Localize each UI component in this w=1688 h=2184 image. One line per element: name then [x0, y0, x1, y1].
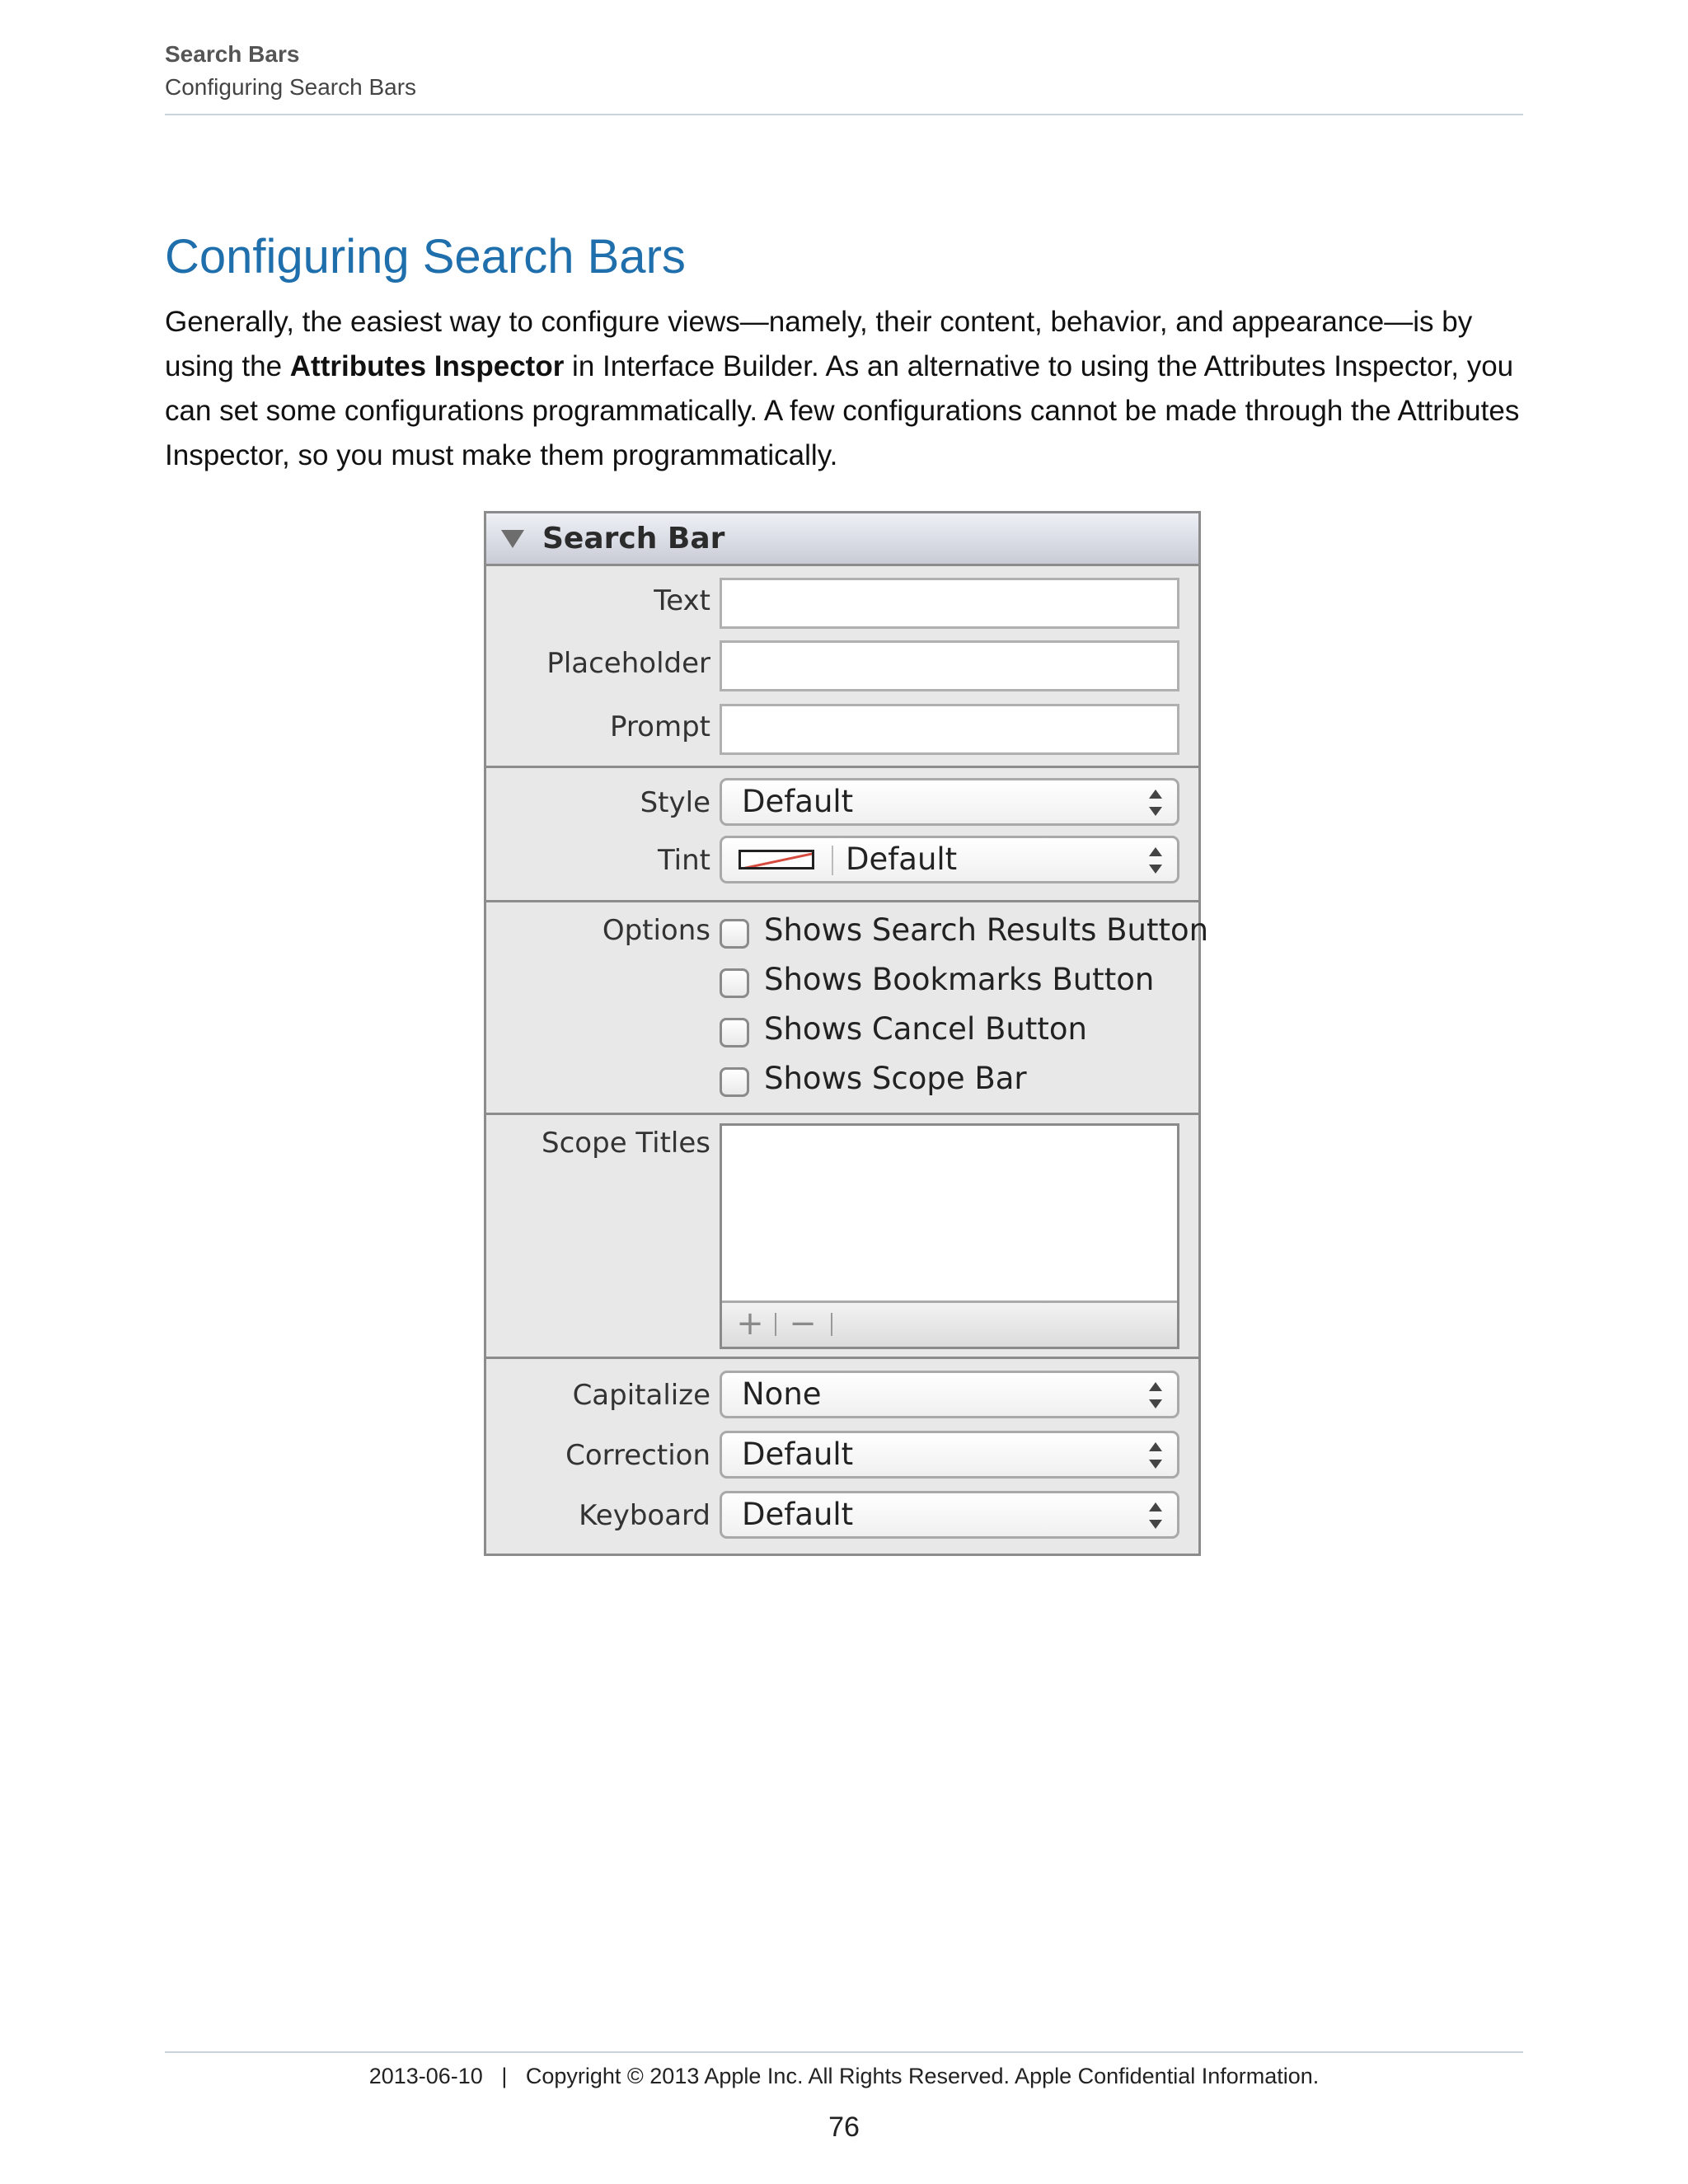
shows-cancel-label[interactable]: Shows Cancel Button — [764, 1011, 1087, 1047]
toolbar-separator — [831, 1313, 832, 1336]
tint-label: Tint — [657, 844, 710, 877]
popup-arrows-icon — [1149, 790, 1162, 816]
inspector-header[interactable] — [486, 513, 1198, 566]
prompt-label: Prompt — [610, 710, 710, 743]
header-section: Configuring Search Bars — [165, 74, 417, 100]
swatch-separator — [832, 846, 833, 875]
search-bar-inspector — [484, 511, 1209, 1556]
capitalize-label: Capitalize — [572, 1379, 710, 1412]
appearance-group — [486, 768, 1198, 902]
options-label: Options — [602, 914, 710, 947]
color-swatch-icon — [738, 850, 814, 869]
shows-bookmarks-checkbox[interactable] — [720, 968, 749, 998]
popup-arrows-icon — [1149, 1382, 1162, 1408]
text-fields-group — [486, 566, 1198, 768]
scope-titles-label: Scope Titles — [542, 1127, 710, 1160]
page-title: Configuring Search Bars — [165, 230, 686, 284]
scope-titles-group — [486, 1115, 1198, 1359]
keyboard-label: Keyboard — [579, 1499, 710, 1532]
intro-text-2: in Interface Builder. As an alternative to using the Attributes Inspector, you can set some configurations programmatically. A few configurations cannot be made through the Attributes Inspector, so you must make them programmatically. — [165, 350, 1520, 471]
header-divider — [165, 114, 1523, 115]
shows-search-results-checkbox[interactable] — [720, 919, 749, 949]
correction-label: Correction — [565, 1439, 710, 1472]
popup-arrows-icon — [1149, 1502, 1162, 1529]
tint-value: Default — [846, 841, 958, 877]
minus-icon[interactable]: − — [789, 1305, 817, 1343]
intro-text-1: Generally, the easiest way to configure views—namely, their content, behavior, and appearance—is by using the — [165, 306, 1473, 382]
footer-divider — [165, 2051, 1523, 2053]
shows-cancel-checkbox[interactable] — [720, 1018, 749, 1047]
placeholder-label: Placeholder — [546, 647, 710, 680]
plus-icon[interactable]: + — [736, 1305, 764, 1343]
text-input-group — [486, 1359, 1198, 1553]
correction-value: Default — [742, 1436, 854, 1472]
shows-scope-bar-checkbox[interactable] — [720, 1067, 749, 1097]
keyboard-popup[interactable] — [720, 1491, 1179, 1539]
page-number: 76 — [828, 2111, 860, 2143]
popup-arrows-icon — [1149, 847, 1162, 874]
prompt-field[interactable] — [720, 704, 1179, 755]
style-label: Style — [640, 786, 710, 819]
disclosure-triangle-icon[interactable] — [501, 530, 524, 548]
popup-arrows-icon — [1149, 1442, 1162, 1469]
text-field[interactable] — [720, 578, 1179, 629]
tint-popup[interactable] — [720, 836, 1179, 883]
keyboard-value: Default — [742, 1497, 854, 1532]
toolbar-separator — [775, 1313, 776, 1336]
correction-popup[interactable] — [720, 1431, 1179, 1479]
options-group — [486, 902, 1209, 1115]
shows-scope-bar-label[interactable]: Shows Scope Bar — [764, 1061, 1027, 1096]
intro-bold-term: Attributes Inspector — [289, 350, 565, 382]
style-value: Default — [742, 784, 854, 819]
header-chapter: Search Bars — [165, 41, 300, 67]
page-footer: 2013-06-10 | Copyright © 2013 Apple Inc. All Rights Reserved. Apple Confidential Information. — [368, 2064, 1320, 2088]
capitalize-value: None — [742, 1376, 822, 1412]
running-header — [165, 38, 1523, 104]
shows-bookmarks-label[interactable]: Shows Bookmarks Button — [764, 962, 1155, 997]
shows-search-results-label[interactable]: Shows Search Results Button — [764, 912, 1209, 948]
style-popup[interactable] — [720, 778, 1179, 826]
text-label: Text — [654, 584, 710, 617]
scope-titles-list[interactable] — [720, 1123, 1179, 1349]
capitalize-popup[interactable] — [720, 1371, 1179, 1418]
intro-paragraph — [165, 300, 1525, 478]
inspector-title: Search Bar — [542, 522, 725, 555]
scope-titles-toolbar — [722, 1301, 1177, 1347]
placeholder-field[interactable] — [720, 640, 1179, 691]
